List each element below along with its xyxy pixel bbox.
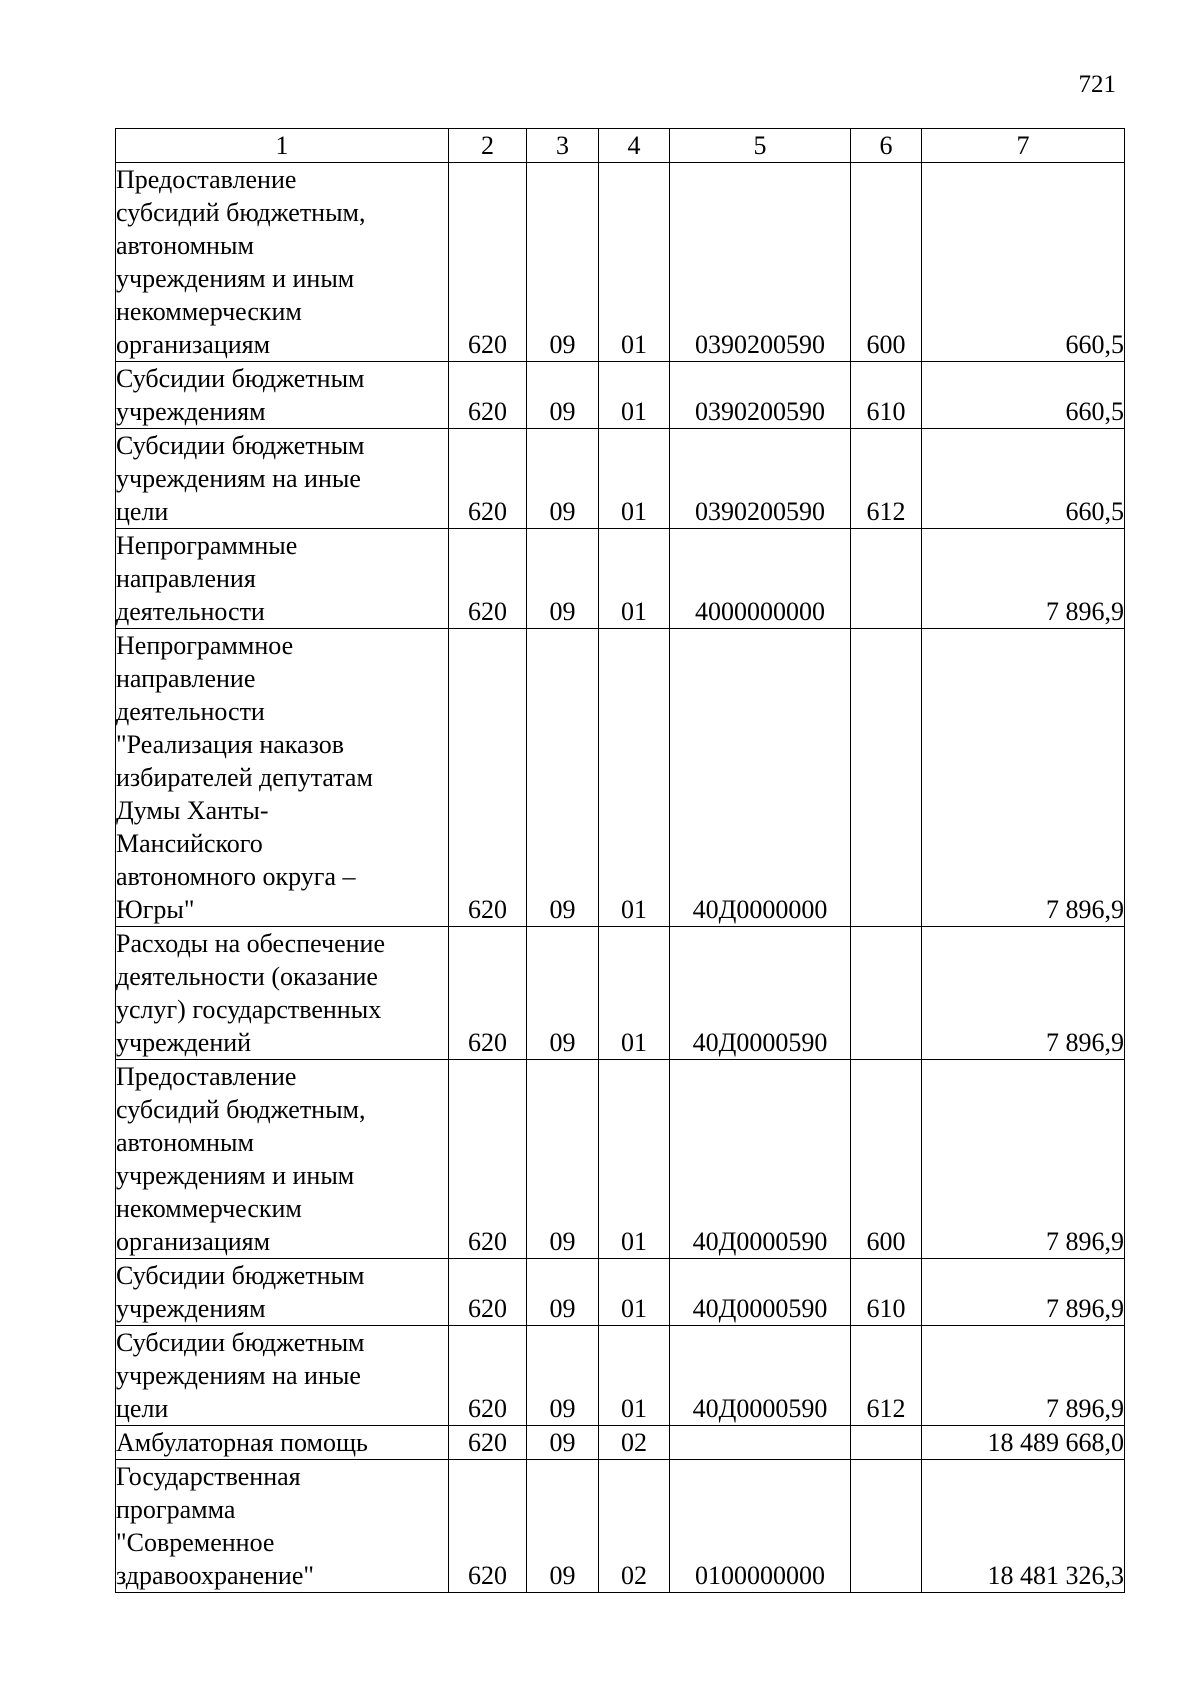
col3-cell bbox=[527, 629, 599, 927]
row-name-cell bbox=[116, 1460, 449, 1593]
table-row bbox=[116, 1326, 1125, 1426]
col6-cell-text: 612 bbox=[866, 1394, 906, 1423]
row-name-cell bbox=[116, 1259, 449, 1326]
col4-cell bbox=[599, 163, 670, 362]
table-row bbox=[116, 1060, 1125, 1259]
row-name-cell-text: Амбулаторная помощь bbox=[116, 1428, 368, 1457]
col6-cell bbox=[851, 1060, 922, 1259]
col5-cell-text: 0390200590 bbox=[695, 397, 825, 426]
column-header-4: 4 bbox=[599, 129, 670, 163]
col2-cell bbox=[449, 163, 527, 362]
col5-cell bbox=[670, 529, 851, 629]
col3-cell-text: 09 bbox=[549, 1227, 576, 1256]
col6-cell bbox=[851, 1259, 922, 1326]
table-body bbox=[116, 163, 1125, 1593]
col6-cell bbox=[851, 927, 922, 1060]
col4-cell-text: 01 bbox=[621, 597, 647, 626]
col4-cell-text: 02 bbox=[621, 1428, 647, 1457]
row-name-cell bbox=[116, 163, 449, 362]
col2-cell bbox=[449, 529, 527, 629]
table-row bbox=[116, 1426, 1125, 1460]
col6-cell-text: 612 bbox=[866, 497, 906, 526]
column-header-3: 3 bbox=[527, 129, 599, 163]
col4-cell-text: 01 bbox=[621, 330, 647, 359]
column-header-7: 7 bbox=[922, 129, 1125, 163]
col3-cell-text: 09 bbox=[549, 1294, 576, 1323]
col4-cell-text: 01 bbox=[621, 397, 647, 426]
col3-cell bbox=[527, 1426, 599, 1460]
col5-cell-text: 0100000000 bbox=[695, 1561, 825, 1590]
column-header-6: 6 bbox=[851, 129, 922, 163]
col4-cell bbox=[599, 629, 670, 927]
row-name-cell bbox=[116, 927, 449, 1060]
col5-cell-text: 0390200590 bbox=[695, 330, 825, 359]
col5-cell bbox=[670, 163, 851, 362]
col7-cell bbox=[922, 1426, 1125, 1460]
col3-cell-text: 09 bbox=[549, 1561, 576, 1590]
col3-cell bbox=[527, 1060, 599, 1259]
col4-cell-text: 01 bbox=[621, 895, 647, 924]
table-row bbox=[116, 1460, 1125, 1593]
row-name-cell-text: Предоставление субсидий бюджетным, автономным учреждениям и иным некоммерческим организациям bbox=[116, 1062, 366, 1256]
col2-cell bbox=[449, 1460, 527, 1593]
col7-cell-text: 18 489 668,0 bbox=[987, 1428, 1124, 1457]
col5-cell bbox=[670, 1259, 851, 1326]
row-name-cell bbox=[116, 1326, 449, 1426]
column-header-5: 5 bbox=[670, 129, 851, 163]
row-name-cell-text: Субсидии бюджетным учреждениям на иные цели bbox=[116, 431, 365, 526]
row-name-cell bbox=[116, 429, 449, 529]
col3-cell-text: 09 bbox=[549, 1428, 576, 1457]
col5-cell-text: 40Д0000590 bbox=[692, 1227, 828, 1256]
col5-cell bbox=[670, 1060, 851, 1259]
col6-cell-text: 600 bbox=[866, 1227, 906, 1256]
col7-cell-text: 7 896,9 bbox=[1046, 895, 1124, 924]
col7-cell bbox=[922, 1259, 1125, 1326]
col7-cell-text: 7 896,9 bbox=[1046, 1294, 1124, 1323]
col2-cell bbox=[449, 1259, 527, 1326]
col5-cell bbox=[670, 1326, 851, 1426]
col2-cell-text: 620 bbox=[468, 330, 507, 359]
col2-cell-text: 620 bbox=[468, 1028, 507, 1057]
col3-cell bbox=[527, 529, 599, 629]
table-row bbox=[116, 629, 1125, 927]
col3-cell-text: 09 bbox=[549, 1028, 576, 1057]
col2-cell bbox=[449, 1326, 527, 1426]
col2-cell-text: 620 bbox=[468, 1227, 507, 1256]
col3-cell bbox=[527, 429, 599, 529]
col3-cell bbox=[527, 1326, 599, 1426]
col4-cell-text: 02 bbox=[621, 1561, 647, 1590]
col5-cell bbox=[670, 429, 851, 529]
col2-cell-text: 620 bbox=[468, 1294, 507, 1323]
col4-cell bbox=[599, 362, 670, 429]
col3-cell bbox=[527, 1460, 599, 1593]
row-name-cell bbox=[116, 629, 449, 927]
col4-cell-text: 01 bbox=[621, 497, 647, 526]
row-name-cell-text: Расходы на обеспечение деятельности (оказание услуг) государственных учреждений bbox=[116, 929, 386, 1057]
col5-cell-text: 0390200590 bbox=[695, 497, 825, 526]
col6-cell-text: 610 bbox=[866, 1294, 906, 1323]
col6-cell bbox=[851, 529, 922, 629]
col3-cell bbox=[527, 927, 599, 1060]
col4-cell-text: 01 bbox=[621, 1394, 647, 1423]
col7-cell bbox=[922, 429, 1125, 529]
col7-cell-text: 660,5 bbox=[1065, 497, 1124, 526]
table-row bbox=[116, 1259, 1125, 1326]
col3-cell bbox=[527, 1259, 599, 1326]
col4-cell bbox=[599, 1460, 670, 1593]
col7-cell bbox=[922, 362, 1125, 429]
col5-cell-text: 40Д0000590 bbox=[692, 1394, 828, 1423]
col6-cell bbox=[851, 362, 922, 429]
col3-cell-text: 09 bbox=[549, 330, 576, 359]
col2-cell-text: 620 bbox=[468, 497, 507, 526]
col3-cell bbox=[527, 163, 599, 362]
col2-cell-text: 620 bbox=[468, 1394, 507, 1423]
col5-cell-text: 4000000000 bbox=[695, 597, 825, 626]
col7-cell-text: 7 896,9 bbox=[1046, 1227, 1124, 1256]
row-name-cell-text: Непрограммное направление деятельности "Реализация наказов избирателей депутатам Думы Ханты- Мансийского автономного округа – Югры" bbox=[116, 631, 373, 924]
col6-cell-text: 610 bbox=[866, 397, 906, 426]
col3-cell bbox=[527, 362, 599, 429]
col4-cell bbox=[599, 1326, 670, 1426]
table-row bbox=[116, 163, 1125, 362]
row-name-cell-text: Субсидии бюджетным учреждениям bbox=[116, 364, 365, 426]
col4-cell-text: 01 bbox=[621, 1294, 647, 1323]
table-row bbox=[116, 529, 1125, 629]
row-name-cell bbox=[116, 529, 449, 629]
col5-cell bbox=[670, 1460, 851, 1593]
page-number: 721 bbox=[1078, 71, 1116, 98]
row-name-cell-text: Государственная программа "Современное здравоохранение" bbox=[116, 1462, 314, 1590]
col6-cell-text: 600 bbox=[866, 330, 906, 359]
row-name-cell-text: Непрограммные направления деятельности bbox=[116, 531, 298, 626]
col5-cell bbox=[670, 927, 851, 1060]
col5-cell bbox=[670, 1426, 851, 1460]
table-row bbox=[116, 927, 1125, 1060]
row-name-cell-text: Субсидии бюджетным учреждениям bbox=[116, 1261, 365, 1323]
col4-cell-text: 01 bbox=[621, 1227, 647, 1256]
row-name-cell-text: Предоставление субсидий бюджетным, автономным учреждениям и иным некоммерческим организациям bbox=[116, 165, 366, 359]
col4-cell-text: 01 bbox=[621, 1028, 647, 1057]
col3-cell-text: 09 bbox=[549, 497, 576, 526]
col2-cell bbox=[449, 1426, 527, 1460]
col6-cell bbox=[851, 163, 922, 362]
col5-cell-text: 40Д0000000 bbox=[692, 895, 828, 924]
col2-cell bbox=[449, 429, 527, 529]
col2-cell-text: 620 bbox=[468, 597, 507, 626]
col7-cell-text: 7 896,9 bbox=[1046, 597, 1124, 626]
col5-cell bbox=[670, 362, 851, 429]
col6-cell bbox=[851, 1326, 922, 1426]
col7-cell-text: 7 896,9 bbox=[1046, 1394, 1124, 1423]
col2-cell-text: 620 bbox=[468, 397, 507, 426]
col2-cell-text: 620 bbox=[468, 895, 507, 924]
col7-cell bbox=[922, 1460, 1125, 1593]
col4-cell bbox=[599, 529, 670, 629]
column-header-2: 2 bbox=[449, 129, 527, 163]
col6-cell bbox=[851, 1426, 922, 1460]
col2-cell bbox=[449, 362, 527, 429]
col2-cell bbox=[449, 927, 527, 1060]
col4-cell bbox=[599, 1259, 670, 1326]
col7-cell bbox=[922, 163, 1125, 362]
col3-cell-text: 09 bbox=[549, 597, 576, 626]
col7-cell bbox=[922, 629, 1125, 927]
col3-cell-text: 09 bbox=[549, 1394, 576, 1423]
col4-cell bbox=[599, 429, 670, 529]
col4-cell bbox=[599, 927, 670, 1060]
row-name-cell-text: Субсидии бюджетным учреждениям на иные цели bbox=[116, 1328, 365, 1423]
col2-cell bbox=[449, 629, 527, 927]
col7-cell bbox=[922, 529, 1125, 629]
col5-cell bbox=[670, 629, 851, 927]
col6-cell bbox=[851, 429, 922, 529]
col7-cell-text: 660,5 bbox=[1065, 330, 1124, 359]
header-row bbox=[116, 129, 1125, 163]
row-name-cell bbox=[116, 362, 449, 429]
row-name-cell bbox=[116, 1060, 449, 1259]
col3-cell-text: 09 bbox=[549, 397, 576, 426]
column-header-1: 1 bbox=[116, 129, 449, 163]
col5-cell-text: 40Д0000590 bbox=[692, 1294, 828, 1323]
col2-cell-text: 620 bbox=[468, 1561, 507, 1590]
budget-table bbox=[115, 128, 1125, 1593]
col6-cell bbox=[851, 629, 922, 927]
table-row bbox=[116, 429, 1125, 529]
col6-cell bbox=[851, 1460, 922, 1593]
col7-cell-text: 660,5 bbox=[1065, 397, 1124, 426]
col3-cell-text: 09 bbox=[549, 895, 576, 924]
row-name-cell bbox=[116, 1426, 449, 1460]
col2-cell bbox=[449, 1060, 527, 1259]
col7-cell bbox=[922, 1326, 1125, 1426]
col5-cell-text: 40Д0000590 bbox=[692, 1028, 828, 1057]
col7-cell-text: 7 896,9 bbox=[1046, 1028, 1124, 1057]
col4-cell bbox=[599, 1426, 670, 1460]
col2-cell-text: 620 bbox=[468, 1428, 507, 1457]
table-row bbox=[116, 362, 1125, 429]
col7-cell bbox=[922, 927, 1125, 1060]
col7-cell-text: 18 481 326,3 bbox=[987, 1561, 1124, 1590]
col4-cell bbox=[599, 1060, 670, 1259]
col7-cell bbox=[922, 1060, 1125, 1259]
